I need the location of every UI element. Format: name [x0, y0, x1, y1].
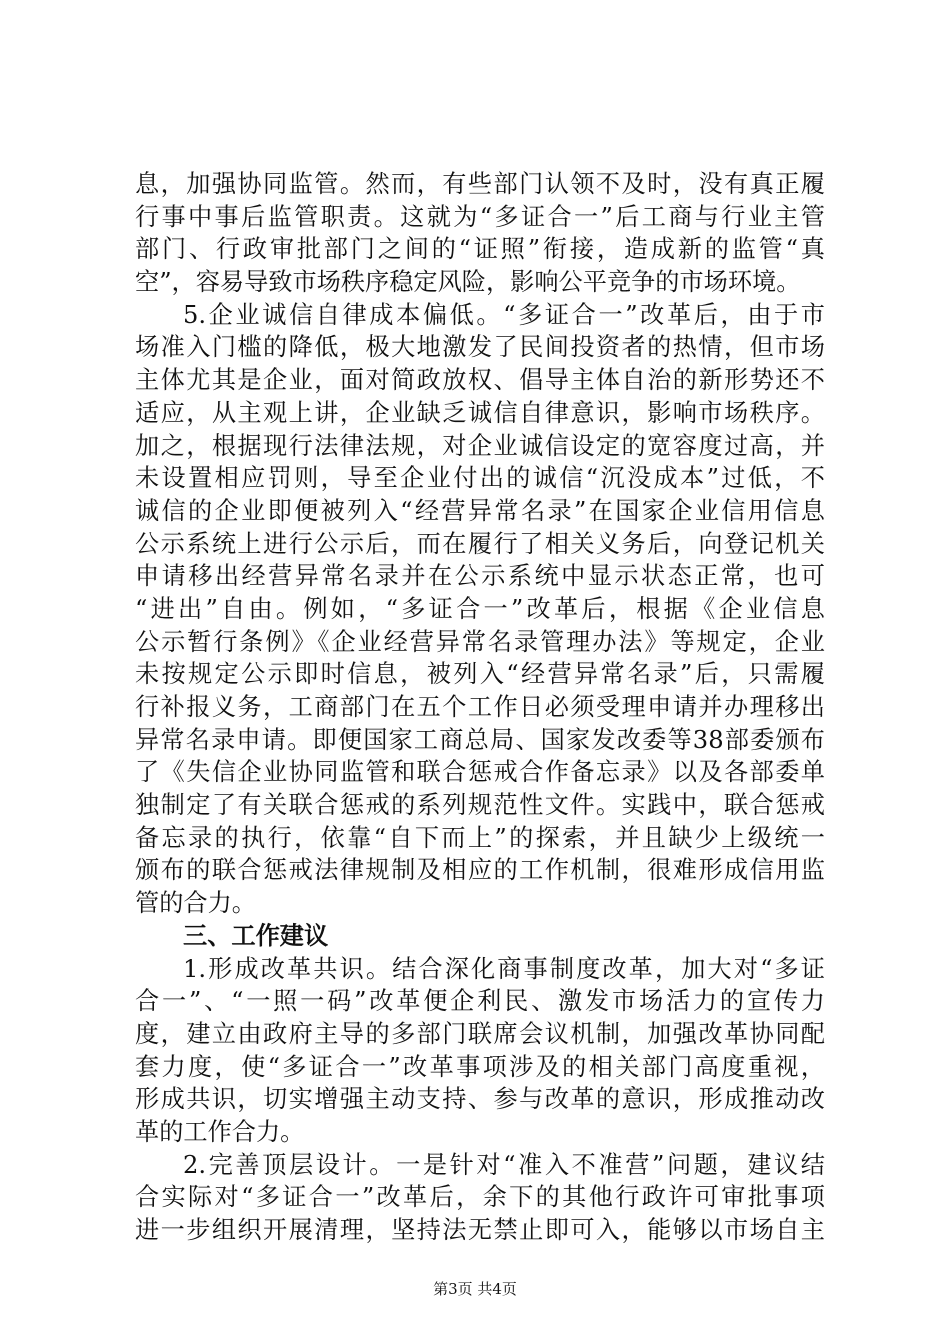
document-body — [135, 168, 825, 1247]
text-line: 管的合力。 — [135, 889, 256, 918]
text-line: 合实际对“多证合一”改革后，余下的其他行政许可审批事项 — [135, 1183, 825, 1212]
text-line: 5.企业诚信自律成本偏低。“多证合一”改革后，由于市 — [183, 300, 825, 329]
text-line: 革的工作合力。 — [135, 1117, 305, 1146]
text-line: 场准入门槛的降低，极大地激发了民间投资者的热情，但市场 — [135, 333, 825, 362]
text-line: 度，建立由政府主导的多部门联席会议机制，加强改革协同配 — [135, 1019, 825, 1048]
text-line: 加之，根据现行法律法规，对企业诚信设定的宽容度过高，并 — [135, 431, 825, 460]
text-line: 行事中事后监管职责。这就为“多证合一”后工商与行业主管 — [135, 202, 825, 231]
text-line: 备忘录的执行，依靠“自下而上”的探索，并且缺少上级统一 — [135, 823, 825, 852]
text-line: “进出”自由。例如，“多证合一”改革后，根据《企业信息 — [135, 594, 825, 623]
page-footer: 第3页 共4页 — [433, 1280, 517, 1298]
text-line: 空”，容易导致市场秩序稳定风险，影响公平竞争的市场环境。 — [135, 268, 801, 297]
text-line: 形成共识，切实增强主动支持、参与改革的意识，形成推动改 — [135, 1085, 825, 1114]
section-heading: 三、工作建议 — [183, 921, 329, 950]
text-line: 1.形成改革共识。结合深化商事制度改革，加大对“多证 — [183, 954, 825, 983]
text-line: 行补报义务，工商部门在五个工作日必须受理申请并办理移出 — [135, 693, 825, 721]
text-line: 部门、行政审批部门之间的“证照”衔接，造成新的监管“真 — [135, 235, 825, 264]
text-line: 合一”、“一照一码”改革便企利民、激发市场活力的宣传力 — [135, 987, 825, 1016]
text-line: 未按规定公示即时信息，被列入“经营异常名录”后，只需履 — [135, 660, 825, 689]
text-line: 主体尤其是企业，面对简政放权、倡导主体自治的新形势还不 — [135, 366, 825, 395]
text-line: 适应，从主观上讲，企业缺乏诚信自律意识，影响市场秩序。 — [135, 398, 825, 427]
text-line: 颁布的联合惩戒法律规制及相应的工作机制，很难形成信用监 — [135, 856, 825, 885]
text-line: 诚信的企业即便被列入“经营异常名录”在国家企业信用信息 — [135, 496, 825, 525]
text-line: 未设置相应罚则，导至企业付出的诚信“沉没成本”过低，不 — [135, 464, 825, 493]
text-line: 公示暂行条例》《企业经营异常名录管理办法》等规定，企业 — [135, 627, 825, 656]
text-line: 2.完善顶层设计。一是针对“准入不准营”问题，建议结 — [183, 1150, 825, 1179]
text-line: 息，加强协同监管。然而，有些部门认领不及时，没有真正履 — [135, 170, 825, 198]
text-line: 公示系统上进行公示后，而在履行了相关义务后，向登记机关 — [135, 529, 825, 558]
text-line: 了《失信企业协同监管和联合惩戒合作备忘录》以及各部委单 — [135, 758, 825, 787]
text-line: 套力度，使“多证合一”改革事项涉及的相关部门高度重视， — [135, 1052, 825, 1081]
text-line: 进一步组织开展清理，坚持法无禁止即可入，能够以市场自主 — [135, 1216, 825, 1244]
text-line: 独制定了有关联合惩戒的系列规范性文件。实践中，联合惩戒 — [135, 791, 825, 820]
text-line: 异常名录申请。即便国家工商总局、国家发改委等38部委颁布 — [135, 725, 825, 754]
text-line: 申请移出经营异常名录并在公示系统中显示状态正常，也可 — [135, 562, 825, 591]
